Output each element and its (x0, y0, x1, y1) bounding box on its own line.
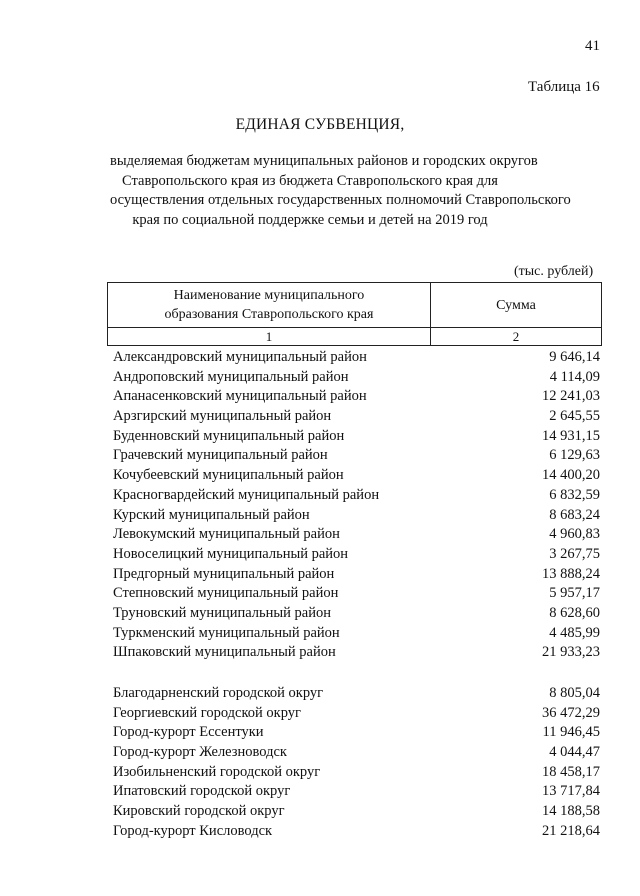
row-name: Апанасенковский муниципальный район (113, 388, 367, 405)
row-name: Город-курорт Кисловодск (113, 822, 273, 839)
table-row (113, 584, 600, 604)
page-number: 41 (585, 38, 600, 54)
subtitle-line: Ставропольского края из бюджета Ставропольского края для (122, 172, 498, 189)
row-name: Красногвардейский муниципальный район (113, 486, 380, 503)
row-amount: 4 114,09 (549, 368, 600, 385)
units-label: (тыс. рублей) (514, 264, 594, 279)
row-amount: 18 458,17 (542, 763, 600, 780)
table-row (113, 387, 600, 407)
city-districts-list (113, 684, 600, 842)
table-label: Таблица 16 (528, 79, 600, 95)
row-amount: 3 267,75 (549, 545, 600, 562)
header-name-line1: Наименование муниципального (173, 288, 365, 303)
table-row (113, 486, 600, 506)
row-name: Грачевский муниципальный район (113, 447, 328, 464)
districts-list (113, 348, 600, 663)
row-name: Степновский муниципальный район (113, 585, 339, 602)
header-sum-cell: Сумма (431, 283, 602, 328)
row-amount: 8 683,24 (549, 506, 600, 523)
table-row (113, 802, 600, 822)
table-row (113, 407, 600, 427)
row-name: Андроповский муниципальный район (113, 368, 349, 385)
row-name: Изобильненский городской округ (113, 763, 321, 780)
row-name: Георгиевский городской округ (113, 704, 301, 721)
subtitle-line: края по социальной поддержке семьи и детей на 2019 год (132, 211, 488, 228)
row-name: Город-курорт Ессентуки (113, 724, 264, 741)
row-name: Труновский муниципальный район (113, 604, 331, 621)
row-name: Арзгирский муниципальный район (113, 408, 332, 425)
table-row (113, 348, 600, 368)
table-row (113, 565, 600, 585)
row-name: Левокумский муниципальный район (113, 526, 340, 543)
row-name: Кировский городской округ (113, 803, 285, 820)
row-amount: 6 129,63 (549, 447, 600, 464)
row-name: Кочубеевский муниципальный район (113, 467, 344, 484)
header-name-line2: образования Ставропольского края (164, 307, 374, 322)
row-amount: 4 485,99 (549, 624, 600, 641)
row-amount: 5 957,17 (549, 585, 600, 602)
row-name: Туркменский муниципальный район (113, 624, 340, 641)
row-amount: 13 717,84 (542, 783, 600, 800)
row-amount: 2 645,55 (549, 408, 600, 425)
table-row (113, 763, 600, 783)
row-name: Ипатовский городской округ (113, 783, 291, 800)
table-row (113, 368, 600, 388)
table-row (113, 525, 600, 545)
row-amount: 14 931,15 (542, 427, 600, 444)
row-amount: 14 400,20 (542, 467, 600, 484)
table-row (113, 427, 600, 447)
table-row (113, 604, 600, 624)
table-row (113, 446, 600, 466)
header-name-cell (108, 283, 431, 328)
table-row (113, 466, 600, 486)
row-amount: 8 628,60 (549, 604, 600, 621)
subtitle-line: выделяемая бюджетам муниципальных районов и городских округов (110, 153, 538, 169)
row-amount: 14 188,58 (542, 803, 600, 820)
table-row (113, 704, 600, 724)
row-name: Благодарненский городской округ (113, 685, 324, 701)
row-amount: 11 946,45 (542, 724, 600, 741)
row-name: Предгорный муниципальный район (113, 565, 335, 582)
subtitle-line: осуществления отдельных государственных полномочий Ставропольского (110, 192, 571, 208)
row-amount: 6 832,59 (549, 486, 600, 503)
row-amount: 36 472,29 (542, 704, 600, 721)
table-row (113, 624, 600, 644)
row-amount: 21 218,64 (542, 822, 600, 839)
row-name: Новоселицкий муниципальный район (113, 545, 349, 562)
row-name: Александровский муниципальный район (113, 349, 367, 365)
table-row (113, 545, 600, 565)
table-row (113, 743, 600, 763)
row-amount: 4 044,47 (549, 744, 600, 761)
table-row (113, 643, 600, 663)
row-amount: 4 960,83 (549, 526, 600, 543)
row-name: Курский муниципальный район (113, 506, 310, 523)
header-col-number-1: 1 (108, 328, 431, 346)
table-row (113, 506, 600, 526)
row-amount: 9 646,14 (549, 349, 600, 365)
row-name: Буденновский муниципальный район (113, 427, 345, 444)
row-name: Шпаковский муниципальный район (113, 644, 336, 661)
table-row (113, 782, 600, 802)
table-row (113, 723, 600, 743)
header-col-number-2: 2 (431, 328, 602, 346)
table-header (107, 282, 602, 346)
document-subtitle (110, 152, 571, 230)
row-amount: 12 241,03 (542, 388, 600, 405)
row-name: Город-курорт Железноводск (113, 744, 287, 761)
row-amount: 13 888,24 (542, 565, 600, 582)
table-row (113, 684, 600, 704)
row-amount: 8 805,04 (549, 685, 600, 701)
table-row (113, 822, 600, 842)
document-title: ЕДИНАЯ СУБВЕНЦИЯ, (235, 116, 405, 133)
row-amount: 21 933,23 (542, 644, 600, 661)
